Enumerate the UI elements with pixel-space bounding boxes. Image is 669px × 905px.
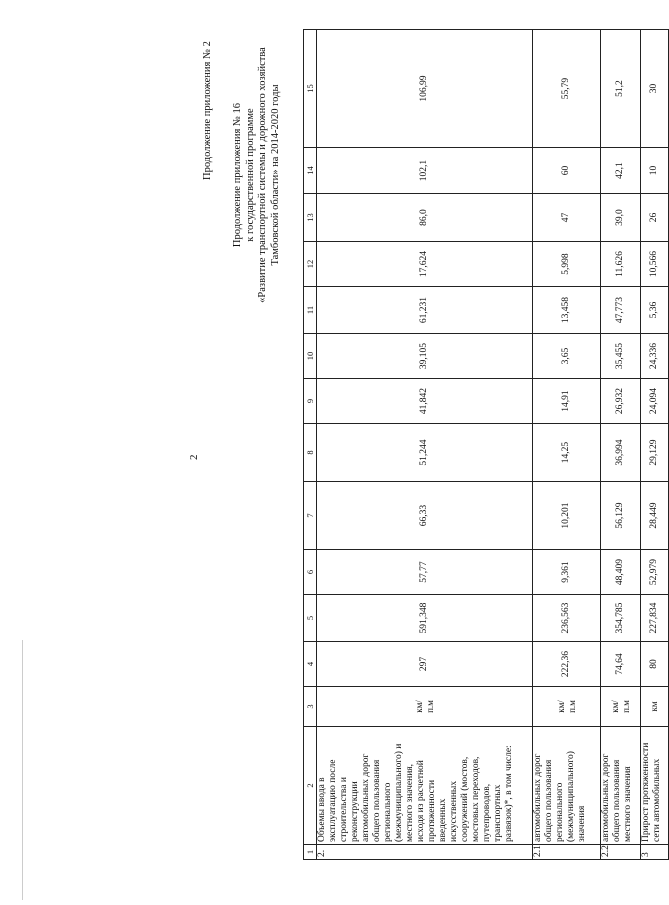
value-cell: 227,834 xyxy=(641,595,669,642)
value-cell: 222,36 xyxy=(533,642,601,687)
column-number: 15 xyxy=(304,30,317,148)
header-line: «Развитие транспортной системы и дорожного хозяйства xyxy=(257,47,268,303)
value-cell: 3,65 xyxy=(533,334,601,379)
indicators-table xyxy=(303,29,669,860)
unit-cell: км/ п.м xyxy=(533,687,601,727)
value-cell: 51,244 xyxy=(317,424,533,482)
unit-cell: км xyxy=(641,687,669,727)
column-number: 7 xyxy=(304,482,317,550)
column-number: 14 xyxy=(304,148,317,194)
value-cell: 26 xyxy=(641,194,669,242)
unit-cell: км/ п.м xyxy=(601,687,641,727)
appendix-header xyxy=(232,30,282,320)
row-number: 2.2 xyxy=(601,845,641,860)
value-cell: 26,932 xyxy=(601,379,641,424)
column-number: 4 xyxy=(304,642,317,687)
header-line: Продолжение приложения № 16 xyxy=(232,102,243,248)
row-label: Объемы ввода в эксплуатацию после строительства и реконструкции автомобильных дорог общего пользования регионального (межмуниципального) и местного значения, исходя из расчетной протяженности введенных искусственных сооружений (мостов, мостовых переходов, путепроводов, транспортных развязок)*, в том числе: xyxy=(317,727,533,845)
row-label: автомобильных дорог общего пользования регионального (межмуниципального) значения xyxy=(533,727,601,845)
value-cell: 10,201 xyxy=(533,482,601,550)
value-cell: 41,842 xyxy=(317,379,533,424)
value-cell: 297 xyxy=(317,642,533,687)
row-number: 2. xyxy=(317,845,533,860)
header-line: Тамбовской области» на 2014-2020 годы xyxy=(269,84,281,266)
value-cell: 55,79 xyxy=(533,30,601,148)
value-cell: 47 xyxy=(533,194,601,242)
value-cell: 35,455 xyxy=(601,334,641,379)
value-cell: 39,105 xyxy=(317,334,533,379)
header-line: к государственной программе xyxy=(244,108,256,242)
row-label: автомобильных дорог общего пользования местного значения xyxy=(601,727,641,845)
value-cell: 86,0 xyxy=(317,194,533,242)
table-row xyxy=(317,30,533,860)
column-number: 8 xyxy=(304,424,317,482)
value-cell: 56,129 xyxy=(601,482,641,550)
value-cell: 24,336 xyxy=(641,334,669,379)
value-cell: 80 xyxy=(641,642,669,687)
value-cell: 30 xyxy=(641,30,669,148)
value-cell: 5,998 xyxy=(533,242,601,287)
column-number: 3 xyxy=(304,687,317,727)
value-cell: 106,99 xyxy=(317,30,533,148)
value-cell: 29,129 xyxy=(641,424,669,482)
value-cell: 14,91 xyxy=(533,379,601,424)
row-number: 2.1 xyxy=(533,845,601,860)
value-cell: 13,458 xyxy=(533,287,601,334)
rotated-content xyxy=(160,20,662,880)
column-number: 9 xyxy=(304,379,317,424)
value-cell: 5,36 xyxy=(641,287,669,334)
value-cell: 28,449 xyxy=(641,482,669,550)
value-cell: 57,77 xyxy=(317,550,533,595)
value-cell: 51,2 xyxy=(601,30,641,148)
margin-mark xyxy=(22,640,23,900)
column-number: 13 xyxy=(304,194,317,242)
continuation-note: Продолжение приложения № 2 xyxy=(202,41,213,180)
column-number: 2 xyxy=(304,727,317,845)
value-cell: 102,1 xyxy=(317,148,533,194)
value-cell: 61,231 xyxy=(317,287,533,334)
column-number: 5 xyxy=(304,595,317,642)
column-number: 6 xyxy=(304,550,317,595)
page-number: 2 xyxy=(188,454,200,460)
value-cell: 48,409 xyxy=(601,550,641,595)
value-cell: 591,348 xyxy=(317,595,533,642)
value-cell: 36,994 xyxy=(601,424,641,482)
value-cell: 11,626 xyxy=(601,242,641,287)
value-cell: 74,64 xyxy=(601,642,641,687)
value-cell: 10 xyxy=(641,148,669,194)
value-cell: 236,563 xyxy=(533,595,601,642)
value-cell: 14,25 xyxy=(533,424,601,482)
column-number: 1 xyxy=(304,845,317,860)
column-number-row xyxy=(304,30,317,860)
value-cell: 60 xyxy=(533,148,601,194)
value-cell: 66,33 xyxy=(317,482,533,550)
value-cell: 39,0 xyxy=(601,194,641,242)
value-cell: 10,566 xyxy=(641,242,669,287)
table-row xyxy=(641,30,669,860)
row-number: 3 xyxy=(641,845,669,860)
value-cell: 52,979 xyxy=(641,550,669,595)
unit-cell: км/ п.м xyxy=(317,687,533,727)
value-cell: 24,094 xyxy=(641,379,669,424)
column-number: 11 xyxy=(304,287,317,334)
column-number: 12 xyxy=(304,242,317,287)
table-row xyxy=(601,30,641,860)
row-label: Прирост протяженности сети автомобильных xyxy=(641,727,669,845)
column-number: 10 xyxy=(304,334,317,379)
value-cell: 47,773 xyxy=(601,287,641,334)
value-cell: 9,361 xyxy=(533,550,601,595)
value-cell: 354,785 xyxy=(601,595,641,642)
table-row xyxy=(533,30,601,860)
value-cell: 42,1 xyxy=(601,148,641,194)
value-cell: 17,624 xyxy=(317,242,533,287)
